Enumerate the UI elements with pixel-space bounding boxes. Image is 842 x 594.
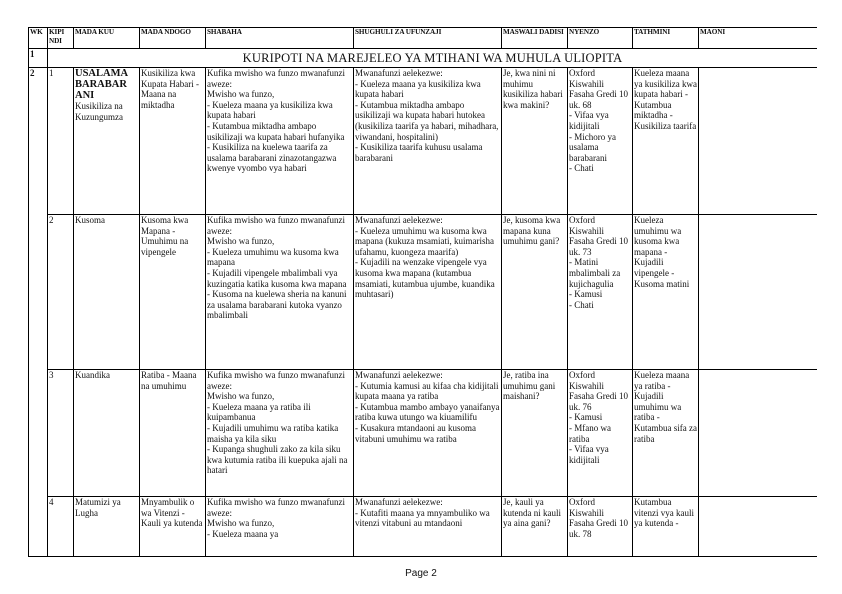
strand-title: USALAMA BARABAR ANI	[75, 68, 128, 101]
mada-kuu-cell: Matumizi ya Lugha	[74, 497, 140, 557]
header-wk: WK	[29, 28, 48, 49]
week-1-banner: KURIPOTI NA MAREJELEO YA MTIHANI WA MUHULA ULIOPITA	[48, 49, 818, 68]
tathmini-cell: Kueleza maana ya kusikiliza kwa kupata habari - Kutambua miktadha - Kusikiliza taarifa	[633, 68, 699, 215]
lesson-row	[29, 497, 818, 557]
mada-ndogo-cell: Kusoma kwa Mapana - Umuhimu na vipengele	[140, 215, 206, 370]
nyenzo-cell: Oxford Kiswahili Fasaha Gredi 10 uk. 76 - Kamusi - Mfano wa ratiba - Vifaa vya kidijitali	[568, 370, 633, 497]
mada-kuu-cell: Kuandika	[74, 370, 140, 497]
lesson-number: 1	[48, 68, 74, 215]
tathmini-cell: Kueleza umuhimu wa kusoma kwa mapana - Kujadili vipengele - Kusoma matini	[633, 215, 699, 370]
header-kipindi: KIPI NDI	[48, 28, 74, 49]
maoni-cell	[699, 215, 818, 370]
header-mada-kuu: MADA KUU	[74, 28, 140, 49]
shabaha-cell: Kufika mwisho wa funzo mwanafunzi aweze: Mwisho wa funzo, - Kueleza maana ya ratiba ili kuipambanua - Kujadili umuhimu wa ratiba katika maisha ya kila siku - Kupanga shughuli zako za kila siku kwa kutumia ratiba ili kuepuka ajali na hatari	[206, 370, 354, 497]
scheme-of-work-table	[28, 27, 817, 557]
maswali-cell: Je, ratiba ina umuhimu gani maishani?	[502, 370, 568, 497]
tathmini-cell: Kueleza maana ya ratiba - Kujadili umuhimu wa ratiba - Kutambua sifa za ratiba	[633, 370, 699, 497]
scheme-table-clip	[28, 27, 817, 566]
header-shughuli: SHUGHULI ZA UFUNZAJI	[354, 28, 502, 49]
shughuli-cell: Mwanafunzi aelekezwe: - Kueleza umuhimu wa kusoma kwa mapana (kukuza msamiati, kuimarisha ufahamu, kuongeza maarifa) - Kujadili na wenzake vipengele vya kusoma kwa mapana (kutambua msamiati, kutambua ujumbe, kuandika muhtasari)	[354, 215, 502, 370]
shughuli-cell: Mwanafunzi aelekezwe: - Kutafiti maana ya mnyambuliko wa vitenzi vitabuni au mtandaoni	[354, 497, 502, 557]
header-maoni: MAONI	[699, 28, 818, 49]
maoni-cell	[699, 497, 818, 557]
shabaha-cell: Kufika mwisho wa funzo mwanafunzi aweze: Mwisho wa funzo, - Kueleza maana ya kusikiliza kwa kupata habari - Kutambua miktadha ambapo usikilizaji wa kupata habari hufanyika - Kusikiliza na kuelewa taarifa za usalama barabarani zinazotangazwa kwenye vyombo vya habari	[206, 68, 354, 215]
nyenzo-cell: Oxford Kiswahili Fasaha Gredi 10 uk. 78	[568, 497, 633, 557]
shabaha-cell: Kufika mwisho wa funzo mwanafunzi aweze: Mwisho wa funzo, - Kueleza maana ya	[206, 497, 354, 557]
tathmini-cell: Kutambua vitenzi vya kauli ya kutenda -	[633, 497, 699, 557]
header-maswali: MASWALI DADISI	[502, 28, 568, 49]
lesson-number: 4	[48, 497, 74, 557]
lesson-number: 2	[48, 215, 74, 370]
week-1-number: 1	[29, 49, 48, 68]
week-2-number: 2	[29, 68, 48, 557]
nyenzo-cell: Oxford Kiswahili Fasaha Gredi 10 uk. 73 - Matini mbalimbali za kujichagulia - Kamusi - Chati	[568, 215, 633, 370]
strand-subtitle: Kusikiliza na Kuzungumza	[75, 101, 123, 122]
header-mada-ndogo: MADA NDOGO	[140, 28, 206, 49]
lesson-row	[29, 370, 818, 497]
lesson-number: 3	[48, 370, 74, 497]
shughuli-cell: Mwanafunzi aelekezwe: - Kueleza maana ya kusikiliza kwa kupata habari - Kutambua miktadha ambapo usikilizaji wa kupata habari hutokea (kusikiliza taarifa ya habari, mihadhara, viwandani, hospitalini) - Kusikiliza taarifa kuhusu usalama barabarani	[354, 68, 502, 215]
nyenzo-cell: Oxford Kiswahili Fasaha Gredi 10 uk. 68 - Vifaa vya kidijitali - Michoro ya usalama barabarani - Chati	[568, 68, 633, 215]
maswali-cell: Je, kwa nini ni muhimu kusikiliza habari kwa makini?	[502, 68, 568, 215]
page-number: Page 2	[405, 568, 437, 579]
mada-ndogo-cell: Ratiba - Maana na umuhimu	[140, 370, 206, 497]
lesson-row	[29, 68, 818, 215]
shabaha-cell: Kufika mwisho wa funzo mwanafunzi aweze: Mwisho wa funzo, - Kueleza umuhimu wa kusoma kwa mapana - Kujadili vipengele mbalimbali vya kuzingatia katika kusoma kwa mapana - Kusoma na kuelewa sheria na kanuni za usalama barabarani kutoka vyanzo mbalimbali	[206, 215, 354, 370]
shughuli-cell: Mwanafunzi aelekezwe: - Kutumia kamusi au kifaa cha kidijitali kupata maana ya ratiba - Kutambua mambo ambayo yanaifanya ratiba kuwa utungo wa kiuamilifu - Kusakura mtandaoni au kusoma vitabuni umuhimu wa ratiba	[354, 370, 502, 497]
mada-ndogo-cell: Kusikiliza kwa Kupata Habari - Maana na miktadha	[140, 68, 206, 215]
maswali-cell: Je, kauli ya kutenda ni kauli ya aina gani?	[502, 497, 568, 557]
mada-kuu-cell: Kusoma	[74, 215, 140, 370]
header-shabaha: SHABAHA	[206, 28, 354, 49]
mada-kuu-cell	[74, 68, 140, 215]
header-row	[29, 28, 818, 49]
header-nyenzo: NYENZO	[568, 28, 633, 49]
week-1-row	[29, 49, 818, 68]
lesson-row	[29, 215, 818, 370]
mada-ndogo-cell: Mnyambulik o wa Vitenzi - Kauli ya kutenda	[140, 497, 206, 557]
header-tathmini: TATHMINI	[633, 28, 699, 49]
maswali-cell: Je, kusoma kwa mapana kuna umuhimu gani?	[502, 215, 568, 370]
maoni-cell	[699, 370, 818, 497]
maoni-cell	[699, 68, 818, 215]
